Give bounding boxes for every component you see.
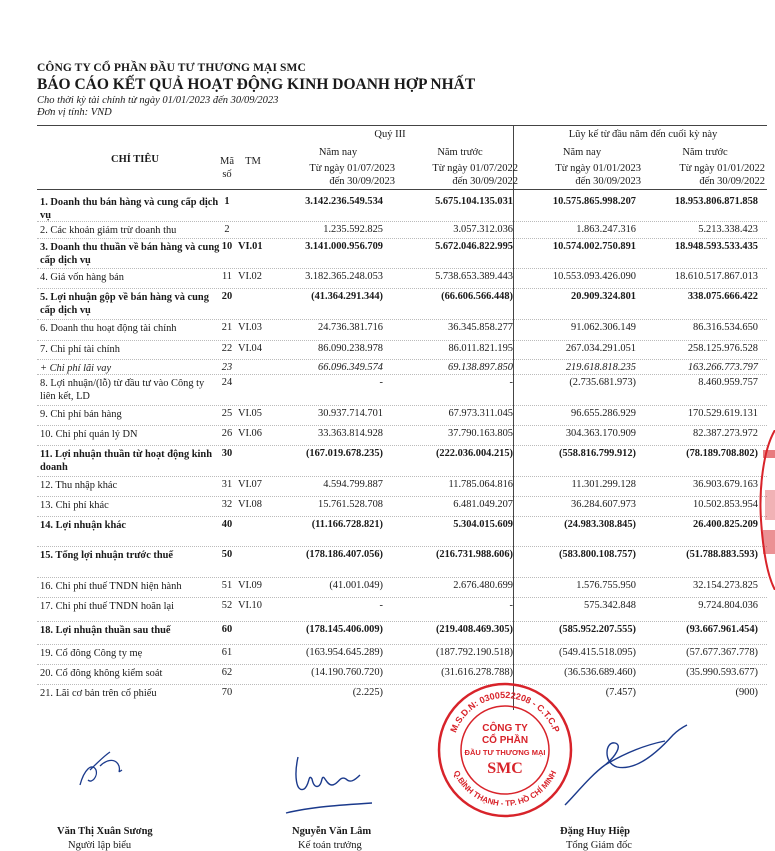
row-ytd-current: (36.536.689.460) bbox=[564, 667, 636, 678]
row-ytd-previous: 10.502.853.954 bbox=[693, 499, 758, 510]
row-code: 30 bbox=[221, 448, 233, 459]
row-separator bbox=[37, 577, 767, 578]
col3-from: Từ ngày 01/01/2023 bbox=[555, 163, 641, 174]
row-ytd-current: (7.457) bbox=[605, 687, 636, 698]
row-separator bbox=[37, 664, 767, 665]
edge-partial-seal bbox=[757, 430, 775, 590]
col3-to: đến 30/09/2023 bbox=[575, 176, 641, 187]
row-code: 2 bbox=[224, 224, 230, 235]
report-title: BÁO CÁO KẾT QUẢ HOẠT ĐỘNG KINH DOANH HỢP NHẤT bbox=[37, 76, 476, 93]
row-label: 10. Chi phí quản lý DN bbox=[40, 429, 138, 440]
row-label: 11. Lợi nhuận thuần từ hoạt động kinh doanh bbox=[40, 449, 212, 473]
row-label: 9. Chi phí bán hàng bbox=[40, 409, 122, 420]
row-ytd-previous: 338.075.666.422 bbox=[687, 291, 758, 302]
director-role: Tổng Giám đốc bbox=[566, 840, 632, 851]
row-ytd-current: 10.574.002.750.891 bbox=[552, 241, 636, 252]
seal-line-3: ĐẦU TƯ THƯƠNG MẠI bbox=[464, 748, 546, 757]
col-ytd: Lũy kế từ đầu năm đến cuối kỳ này bbox=[568, 129, 718, 140]
row-code: 60 bbox=[221, 624, 233, 635]
row-code: 23 bbox=[221, 362, 233, 373]
row-ytd-current: (2.735.681.973) bbox=[569, 377, 636, 388]
row-q3-previous: (31.616.278.788) bbox=[441, 667, 513, 678]
row-separator bbox=[37, 597, 767, 598]
row-q3-current: - bbox=[379, 600, 383, 611]
row-label: 6. Doanh thu hoạt động tài chính bbox=[40, 323, 177, 334]
row-note: VI.05 bbox=[238, 408, 262, 419]
col-tm: TM bbox=[245, 156, 261, 167]
row-separator bbox=[37, 516, 767, 517]
accountant-role: Kế toán trưởng bbox=[298, 840, 362, 851]
row-ytd-previous: 86.316.534.650 bbox=[693, 322, 758, 333]
row-code: 1 bbox=[224, 196, 230, 207]
row-q3-current: 66.096.349.574 bbox=[318, 362, 383, 373]
row-ytd-previous: 8.460.959.757 bbox=[698, 377, 758, 388]
row-ytd-current: 36.284.607.973 bbox=[571, 499, 636, 510]
col2-to: đến 30/09/2022 bbox=[452, 176, 518, 187]
row-code: 31 bbox=[221, 479, 233, 490]
col-chi-tieu: CHỈ TIÊU bbox=[111, 154, 159, 165]
row-code: 40 bbox=[221, 519, 233, 530]
row-label: 14. Lợi nhuận khác bbox=[40, 520, 127, 531]
row-separator bbox=[37, 476, 767, 477]
row-note: VI.01 bbox=[238, 241, 263, 252]
seal-line-1: CÔNG TY bbox=[482, 723, 528, 734]
row-q3-previous: (66.606.566.448) bbox=[441, 291, 513, 302]
row-q3-current: 15.761.528.708 bbox=[318, 499, 383, 510]
row-q3-current: (41.001.049) bbox=[329, 580, 383, 591]
row-q3-previous: - bbox=[509, 600, 513, 611]
row-separator bbox=[37, 359, 767, 360]
row-q3-current: 1.235.592.825 bbox=[323, 224, 383, 235]
row-note: VI.08 bbox=[238, 499, 262, 510]
preparer-name: Văn Thị Xuân Sương bbox=[57, 826, 153, 837]
row-q3-previous: 69.138.897.850 bbox=[448, 362, 513, 373]
row-code: 10 bbox=[221, 241, 233, 252]
row-note: VI.06 bbox=[238, 428, 262, 439]
col-ma-so-1: Mã bbox=[220, 156, 234, 167]
row-ytd-previous: 18.610.517.867.013 bbox=[674, 271, 758, 282]
row-ytd-previous: 163.266.773.797 bbox=[687, 362, 758, 373]
row-q3-current: 30.937.714.701 bbox=[318, 408, 383, 419]
row-ytd-previous: (35.990.593.677) bbox=[686, 667, 758, 678]
row-label: 4. Giá vốn hàng bán bbox=[40, 272, 124, 283]
row-q3-previous: 5.738.653.389.443 bbox=[435, 271, 513, 282]
row-ytd-current: 575.342.848 bbox=[584, 600, 636, 611]
row-q3-previous: (222.036.004.215) bbox=[435, 448, 513, 459]
row-q3-current: (167.019.678.235) bbox=[305, 448, 383, 459]
column-divider bbox=[513, 125, 514, 710]
row-q3-current: 3.182.365.248.053 bbox=[305, 271, 383, 282]
seal-line-2: CỔ PHẦN bbox=[481, 735, 529, 746]
row-separator bbox=[37, 221, 767, 222]
row-separator bbox=[37, 374, 767, 375]
row-separator bbox=[37, 445, 767, 446]
row-q3-previous: (216.731.988.606) bbox=[435, 549, 513, 560]
row-separator bbox=[37, 684, 767, 685]
row-label: 15. Tổng lợi nhuận trước thuế bbox=[40, 550, 174, 561]
row-q3-current: 3.141.000.956.709 bbox=[305, 241, 383, 252]
row-separator bbox=[37, 238, 767, 239]
row-ytd-current: 304.363.170.909 bbox=[565, 428, 636, 439]
row-q3-previous: 5.675.104.135.031 bbox=[435, 196, 513, 207]
row-label: 13. Chi phí khác bbox=[40, 500, 109, 511]
row-label: 17. Chi phí thuế TNDN hoãn lại bbox=[40, 601, 175, 612]
col2-from: Từ ngày 01/07/2022 bbox=[432, 163, 518, 174]
row-ytd-previous: (57.677.367.778) bbox=[686, 647, 758, 658]
row-ytd-current: (585.952.207.555) bbox=[558, 624, 636, 635]
row-code: 70 bbox=[221, 687, 233, 698]
row-note: VI.07 bbox=[238, 479, 262, 490]
seal-ring-bottom: Q.BÌNH THẠNH - TP. HỒ CHÍ MINH bbox=[451, 769, 559, 809]
row-q3-current: - bbox=[379, 377, 383, 388]
row-q3-current: (178.186.407.056) bbox=[305, 549, 383, 560]
row-ytd-current: (583.800.108.757) bbox=[558, 549, 636, 560]
col1-year: Năm nay bbox=[318, 147, 358, 158]
row-q3-previous: 37.790.163.805 bbox=[448, 428, 513, 439]
row-q3-previous: - bbox=[509, 377, 513, 388]
row-ytd-previous: 5.213.338.423 bbox=[698, 224, 758, 235]
row-ytd-current: 20.909.324.801 bbox=[571, 291, 636, 302]
row-ytd-current: 96.655.286.929 bbox=[571, 408, 636, 419]
accountant-name: Nguyễn Văn Lâm bbox=[292, 826, 372, 837]
table-top-rule bbox=[37, 125, 767, 126]
row-code: 21 bbox=[221, 322, 233, 333]
row-code: 22 bbox=[221, 343, 233, 354]
row-note: VI.10 bbox=[238, 600, 262, 611]
col4-from: Từ ngày 01/01/2022 bbox=[679, 163, 765, 174]
row-code: 61 bbox=[221, 647, 233, 658]
row-q3-previous: 2.676.480.699 bbox=[453, 580, 513, 591]
row-q3-previous: 11.785.064.816 bbox=[448, 479, 513, 490]
row-separator bbox=[37, 319, 767, 320]
row-ytd-previous: 258.125.976.528 bbox=[687, 343, 758, 354]
row-ytd-previous: 18.953.806.871.858 bbox=[674, 196, 758, 207]
row-label: 16. Chi phí thuế TNDN hiện hành bbox=[40, 581, 182, 592]
row-code: 51 bbox=[221, 580, 233, 591]
col-quarter: Quý III bbox=[374, 129, 406, 140]
row-separator bbox=[37, 288, 767, 289]
row-ytd-current: 10.553.093.426.090 bbox=[552, 271, 636, 282]
row-note: VI.03 bbox=[238, 322, 262, 333]
row-note: VI.02 bbox=[238, 271, 262, 282]
row-q3-current: (11.166.728.821) bbox=[311, 519, 383, 530]
company-name: CÔNG TY CỔ PHẦN ĐẦU TƯ THƯƠNG MẠI SMC bbox=[37, 62, 306, 74]
row-note: VI.09 bbox=[238, 580, 262, 591]
row-code: 25 bbox=[221, 408, 233, 419]
row-ytd-current: 1.576.755.950 bbox=[576, 580, 636, 591]
row-q3-current: (14.190.760.720) bbox=[311, 667, 383, 678]
currency-unit: Đơn vị tính: VND bbox=[37, 107, 112, 118]
row-ytd-current: 10.575.865.998.207 bbox=[552, 196, 636, 207]
row-label: 5. Lợi nhuận gộp về bán hàng và cung cấp dịch vụ bbox=[40, 292, 209, 316]
row-q3-current: 86.090.238.978 bbox=[318, 343, 383, 354]
row-label: 12. Thu nhập khác bbox=[40, 480, 118, 491]
row-ytd-current: 267.034.291.051 bbox=[565, 343, 636, 354]
row-ytd-previous: 36.903.679.163 bbox=[693, 479, 758, 490]
row-code: 32 bbox=[221, 499, 233, 510]
row-code: 26 bbox=[221, 428, 233, 439]
row-q3-current: 3.142.236.549.534 bbox=[305, 196, 383, 207]
col4-year: Năm trước bbox=[682, 147, 728, 158]
seal-line-4: SMC bbox=[487, 760, 523, 777]
col3-year: Năm nay bbox=[562, 147, 602, 158]
row-ytd-previous: 26.400.825.209 bbox=[693, 519, 758, 530]
row-label: 18. Lợi nhuận thuần sau thuế bbox=[40, 625, 171, 636]
row-ytd-current: (24.983.308.845) bbox=[564, 519, 636, 530]
row-separator bbox=[37, 546, 767, 547]
row-q3-current: 24.736.381.716 bbox=[318, 322, 383, 333]
row-q3-current: (178.145.406.009) bbox=[305, 624, 383, 635]
row-q3-current: (163.954.645.289) bbox=[305, 647, 383, 658]
row-q3-previous: 3.057.312.036 bbox=[453, 224, 513, 235]
row-ytd-previous: 9.724.804.036 bbox=[698, 600, 758, 611]
row-code: 24 bbox=[221, 377, 233, 388]
row-code: 50 bbox=[221, 549, 233, 560]
row-separator bbox=[37, 340, 767, 341]
row-q3-previous: 36.345.858.277 bbox=[448, 322, 513, 333]
row-separator bbox=[37, 268, 767, 269]
row-separator bbox=[37, 496, 767, 497]
row-q3-previous: 6.481.049.207 bbox=[453, 499, 513, 510]
row-label: 7. Chi phí tài chính bbox=[40, 344, 120, 355]
row-separator bbox=[37, 621, 767, 622]
row-ytd-previous: 82.387.273.972 bbox=[693, 428, 758, 439]
seal-ring-top: M.S.D.N: 0300522208 - C.T.C.P bbox=[448, 689, 562, 734]
row-separator bbox=[37, 644, 767, 645]
col4-to: đến 30/09/2022 bbox=[699, 176, 765, 187]
row-q3-current: 33.363.814.928 bbox=[318, 428, 383, 439]
row-q3-current: (41.364.291.344) bbox=[311, 291, 383, 302]
row-q3-current: (2.225) bbox=[352, 687, 383, 698]
row-label: 20. Cổ đông không kiểm soát bbox=[40, 668, 163, 679]
row-q3-previous: 86.011.821.195 bbox=[448, 343, 513, 354]
row-label: 2. Các khoản giảm trừ doanh thu bbox=[40, 225, 177, 236]
row-label: 19. Cổ đông Công ty mẹ bbox=[40, 648, 143, 659]
row-q3-previous: (187.792.190.518) bbox=[435, 647, 513, 658]
col1-from: Từ ngày 01/07/2023 bbox=[309, 163, 395, 174]
row-q3-previous: 5.304.015.609 bbox=[453, 519, 513, 530]
row-ytd-current: 91.062.306.149 bbox=[571, 322, 636, 333]
row-ytd-current: (558.816.799.912) bbox=[558, 448, 636, 459]
row-ytd-previous: (900) bbox=[735, 687, 758, 698]
row-label: 21. Lãi cơ bản trên cổ phiếu bbox=[40, 688, 157, 699]
row-ytd-current: (549.415.518.095) bbox=[558, 647, 636, 658]
col-ma-so-2: số bbox=[222, 169, 232, 180]
row-ytd-current: 11.301.299.128 bbox=[571, 479, 636, 490]
row-label: + Chi phí lãi vay bbox=[40, 363, 112, 374]
col1-to: đến 30/09/2023 bbox=[329, 176, 395, 187]
row-code: 20 bbox=[221, 291, 233, 302]
row-q3-previous: 5.672.046.822.995 bbox=[435, 241, 513, 252]
row-ytd-previous: (78.189.708.802) bbox=[686, 448, 758, 459]
row-q3-current: 4.594.799.887 bbox=[323, 479, 383, 490]
row-code: 62 bbox=[221, 667, 233, 678]
row-ytd-previous: 32.154.273.825 bbox=[693, 580, 758, 591]
table-header-rule bbox=[37, 189, 767, 190]
director-signature bbox=[545, 705, 695, 815]
row-separator bbox=[37, 425, 767, 426]
row-note: VI.04 bbox=[238, 343, 262, 354]
row-label: 1. Doanh thu bán hàng và cung cấp dịch vụ bbox=[40, 197, 219, 221]
accountant-signature bbox=[280, 745, 380, 820]
director-name: Đặng Huy Hiệp bbox=[560, 826, 631, 837]
row-ytd-current: 219.618.818.235 bbox=[565, 362, 636, 373]
preparer-signature bbox=[70, 740, 150, 800]
row-ytd-previous: (51.788.883.593) bbox=[686, 549, 758, 560]
row-separator bbox=[37, 405, 767, 406]
row-label: 8. Lợi nhuận/(lỗ) từ đầu tư vào Công ty liên kết, LD bbox=[40, 378, 205, 402]
row-code: 11 bbox=[221, 271, 232, 282]
row-q3-previous: (219.408.469.305) bbox=[435, 624, 513, 635]
preparer-role: Người lập biểu bbox=[68, 840, 132, 851]
report-period: Cho thời kỳ tài chính từ ngày 01/01/2023 đến 30/09/2023 bbox=[37, 95, 279, 106]
row-label: 3. Doanh thu thuần về bán hàng và cung cấp dịch vụ bbox=[40, 242, 220, 266]
row-ytd-previous: 170.529.619.131 bbox=[687, 408, 758, 419]
row-ytd-current: 1.863.247.316 bbox=[576, 224, 636, 235]
row-code: 52 bbox=[221, 600, 233, 611]
row-ytd-previous: (93.667.961.454) bbox=[686, 624, 758, 635]
row-ytd-previous: 18.948.593.533.435 bbox=[674, 241, 758, 252]
col2-year: Năm trước bbox=[437, 147, 483, 158]
row-q3-previous: 67.973.311.045 bbox=[448, 408, 513, 419]
